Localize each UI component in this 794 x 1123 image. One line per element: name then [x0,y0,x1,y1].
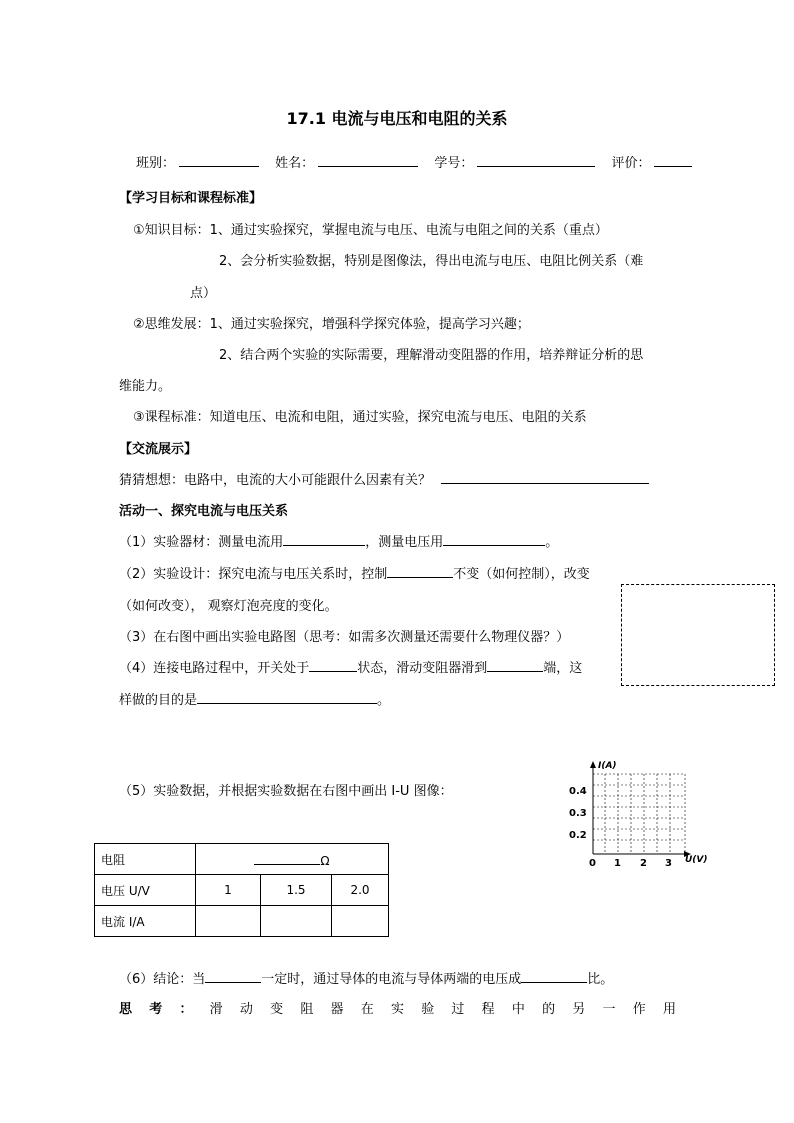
y-tick-label: 0.3 [569,808,587,819]
page-title: 17.1 电流与电压和电阻的关系 [286,109,508,128]
question-6 [119,968,613,987]
curriculum-standard [133,406,587,425]
table-row [95,906,389,937]
iu-graph[interactable] [564,758,714,870]
thinking-goal-2-cont: 维能力。 [119,379,172,394]
voltage-value: 2.0 [332,875,389,906]
think-char: 验 [421,1002,435,1017]
table-row [95,844,389,875]
x-axis-label: U(V) [685,855,708,865]
question-2 [119,563,590,582]
question-4-text-a: （4）连接电路过程中，开关处于 [119,661,310,676]
voltage-value: 1.5 [261,875,332,906]
name-field[interactable] [318,152,418,167]
question-6-text-a: （6）结论：当 [119,972,206,987]
question-5: （5）实验数据，并根据实验数据在右图中画出 I-U 图像： [119,784,453,799]
question-2-cont: （如何改变）， 观察灯泡亮度的变化。 [119,599,338,614]
current-label: 电流 I/A [95,906,196,937]
think-char: 在 [360,1002,374,1017]
question-1-text-c: 。 [545,535,559,550]
condition-field[interactable] [205,968,261,983]
activity-title: 活动一、探究电流与电压关系 [119,504,289,519]
question-4-cont [119,689,390,708]
question-4-text-d: 样做的目的是 [119,693,198,708]
resistance-label: 电阻 [95,844,196,875]
question-4-text-c: 端，这 [543,661,583,676]
think-char: 用 [662,1002,676,1017]
question-6-text-c: 比。 [587,972,614,987]
controlled-variable-field[interactable] [387,563,453,578]
think-char: ： [179,1002,193,1017]
think-char: 考 [149,1002,163,1017]
table-row [95,875,389,906]
guess-answer-field[interactable] [441,469,649,484]
x-tick-label: 2 [640,858,647,869]
id-label: 学号： [434,156,474,171]
purpose-answer-field[interactable] [197,689,377,704]
graph-grid [593,774,685,854]
guess-text: 猜猜想想：电路中，电流的大小可能跟什么因素有关？ [119,473,432,488]
y-axis-arrow [590,761,596,768]
y-axis-label: I(A) [598,761,617,771]
x-tick-label: 0 [589,858,596,869]
question-6-text-b: 一定时，通过导体的电流与导体两端的电压成 [261,972,522,987]
think-char: 一 [602,1002,616,1017]
student-id-field[interactable] [477,152,595,167]
think-char: 器 [330,1002,344,1017]
think-char: 阻 [300,1002,314,1017]
question-1-text-a: （1）实验器材：测量电流用 [119,535,284,550]
ammeter-answer-field[interactable] [283,531,365,546]
current-input-cell[interactable] [196,906,261,937]
goals-heading: 【学习目标和课程标准】 [119,191,263,206]
think-char: 作 [632,1002,646,1017]
think-char: 滑 [209,1002,223,1017]
name-label: 姓名： [275,156,315,171]
question-2-text-b: 不变（如何控制），改变 [453,567,590,582]
think-char: 另 [572,1002,586,1017]
think-question [119,998,676,1017]
question-4 [119,657,582,676]
thinking-goal-2: 2、结合两个实验的实际需要，理解滑动变阻器的作用，培养辩证分析的思 [219,348,644,363]
thinking-goal-1 [133,313,530,332]
think-char: 动 [239,1002,253,1017]
question-1-text-b: ，测量电压用 [365,535,444,550]
y-tick-label: 0.2 [569,830,587,841]
resistance-unit: Ω [320,854,330,868]
eval-label: 评价： [611,156,651,171]
evaluation-field[interactable] [654,152,692,167]
thinking-goal-1-text: 1、通过实验探究，增强科学探究体验，提高学习兴趣； [209,317,530,332]
question-3: （3）在右图中画出实验电路图（思考：如需多次测量还需要什么物理仪器？） [119,630,570,645]
knowledge-goal-1-text: 1、通过实验探究，掌握电流与电压、电流与电阻之间的关系（重点） [209,223,608,238]
x-tick-label: 1 [614,858,621,869]
resistance-cell[interactable] [196,844,389,875]
question-2-text-a: （2）实验设计：探究电流与电压关系时，控制 [119,567,388,582]
think-char: 的 [542,1002,556,1017]
class-label: 班别： [136,156,176,171]
knowledge-goal-prefix: ①知识目标： [133,223,210,238]
class-field[interactable] [179,152,259,167]
think-char: 实 [390,1002,404,1017]
x-tick-label: 3 [665,858,672,869]
curriculum-text: 知道电压、电流和电阻，通过实验，探究电流与电压、电阻的关系 [209,410,587,425]
y-tick-label: 0.4 [569,786,587,797]
data-table [94,843,389,937]
curriculum-prefix: ③课程标准： [133,410,210,425]
header-fields [136,152,692,171]
knowledge-goal-2-cont: 点） [190,286,217,301]
think-char: 思 [119,1002,133,1017]
knowledge-goal-1 [133,219,608,238]
thinking-goal-prefix: ②思维发展： [133,317,210,332]
question-1 [119,531,558,550]
guess-question [119,469,649,488]
circuit-diagram-box[interactable] [621,584,775,686]
question-4-text-e: 。 [377,693,391,708]
current-input-cell[interactable] [332,906,389,937]
question-4-text-b: 状态，滑动变阻器滑到 [357,661,488,676]
switch-state-field[interactable] [309,657,357,672]
exchange-heading: 【交流展示】 [119,442,198,457]
think-char: 过 [451,1002,465,1017]
rheostat-end-field[interactable] [487,657,543,672]
current-input-cell[interactable] [261,906,332,937]
think-char: 程 [481,1002,495,1017]
think-char: 变 [270,1002,284,1017]
resistance-field[interactable] [254,850,320,865]
proportion-field[interactable] [521,968,587,983]
voltmeter-answer-field[interactable] [443,531,545,546]
knowledge-goal-2: 2、会分析实验数据，特别是图像法，得出电流与电压、电阻比例关系（难 [219,254,644,269]
voltage-value: 1 [196,875,261,906]
think-char: 中 [511,1002,525,1017]
voltage-label: 电压 U/V [95,875,196,906]
